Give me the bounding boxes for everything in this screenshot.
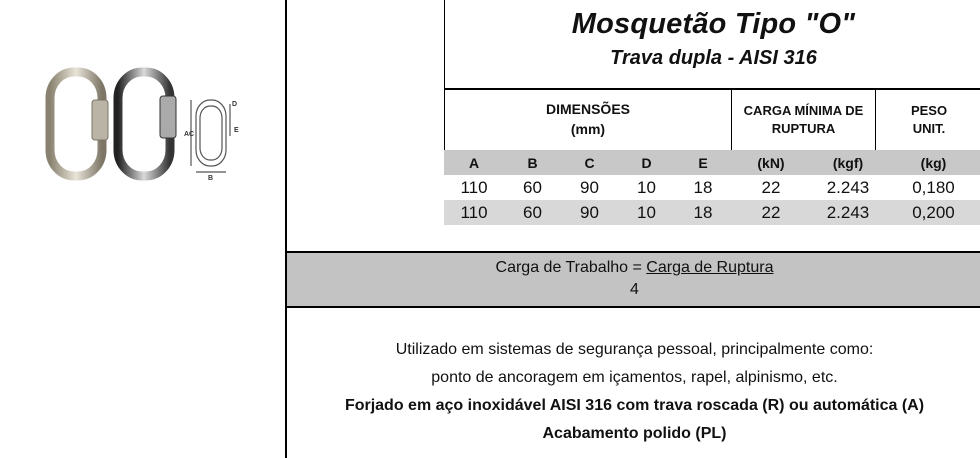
formula-left: Carga de Trabalho = bbox=[495, 259, 647, 276]
table-cell: 90 bbox=[580, 177, 599, 197]
description-line-bold: Acabamento polido (PL) bbox=[542, 425, 727, 442]
header-dimensoes-label: DIMENSÕES bbox=[545, 101, 630, 118]
column-header: (kN) bbox=[757, 154, 785, 171]
column-header: (kg) bbox=[920, 154, 947, 171]
table-cell: 90 bbox=[580, 202, 599, 222]
diagram-label-a: A bbox=[184, 131, 190, 138]
spec-table bbox=[444, 150, 980, 225]
description-line: Utilizado em sistemas de segurança pessoal, principalmente como: bbox=[395, 341, 874, 358]
column-header: (kgf) bbox=[832, 154, 864, 171]
table-cell: 0,200 bbox=[912, 202, 955, 222]
table-cell: 0,180 bbox=[912, 177, 955, 197]
header-dimensoes bbox=[444, 90, 731, 150]
formula-denominator: 4 bbox=[630, 281, 639, 298]
table-cell: 10 bbox=[637, 202, 656, 222]
header-peso bbox=[875, 90, 980, 150]
page-subtitle: Trava dupla - AISI 316 bbox=[610, 47, 817, 69]
header-carga-ruptura bbox=[731, 90, 875, 150]
table-cell: 2.243 bbox=[826, 202, 870, 222]
dimension-diagram bbox=[191, 100, 230, 172]
table-cell: 110 bbox=[460, 202, 488, 222]
header-peso-line2: UNIT. bbox=[912, 121, 946, 136]
diagram-label-d: D bbox=[232, 101, 238, 108]
description-line: ponto de ancoragem em içamentos, rapel, alpinismo, etc. bbox=[431, 369, 838, 386]
spec-sheet bbox=[285, 0, 980, 458]
table-cell: 60 bbox=[523, 177, 542, 197]
table-cell: 110 bbox=[460, 177, 488, 197]
table-cell: 18 bbox=[693, 202, 713, 222]
page-title: Mosquetão Tipo "O" bbox=[571, 8, 856, 40]
header-carga-line1: CARGA MÍNIMA DE bbox=[743, 102, 864, 118]
table-header-row bbox=[444, 150, 980, 175]
working-load-formula bbox=[287, 251, 980, 308]
header-carga-line2: RUPTURA bbox=[771, 121, 836, 136]
table-row bbox=[444, 200, 980, 225]
table-cell: 2.243 bbox=[826, 177, 870, 197]
column-header: E bbox=[698, 154, 708, 171]
screw-lock-matte bbox=[92, 100, 108, 140]
column-header: A bbox=[468, 154, 480, 171]
diagram-label-e: E bbox=[234, 127, 239, 134]
table-row bbox=[444, 175, 980, 200]
column-header: D bbox=[641, 154, 652, 171]
carabiner-illustration bbox=[44, 66, 254, 182]
title-box bbox=[444, 0, 980, 90]
table-cell: 10 bbox=[637, 177, 656, 197]
description-line-bold: Forjado em aço inoxidável AISI 316 com trava roscada (R) ou automática (A) bbox=[344, 397, 925, 414]
diagram-label-c: C bbox=[189, 131, 195, 138]
table-cell: 22 bbox=[761, 202, 781, 222]
product-image-area bbox=[0, 0, 286, 458]
formula-numerator: Carga de Ruptura bbox=[646, 259, 774, 276]
column-header: B bbox=[527, 154, 538, 171]
table-cell: 22 bbox=[761, 177, 781, 197]
header-dimensoes-unit: (mm) bbox=[570, 121, 606, 137]
column-header: C bbox=[584, 154, 595, 171]
diagram-label-b: B bbox=[208, 175, 214, 182]
screw-lock-polished bbox=[160, 96, 176, 138]
header-peso-line1: PESO bbox=[910, 102, 948, 118]
table-cell: 18 bbox=[693, 177, 713, 197]
table-cell: 60 bbox=[523, 202, 542, 222]
description bbox=[287, 336, 980, 448]
